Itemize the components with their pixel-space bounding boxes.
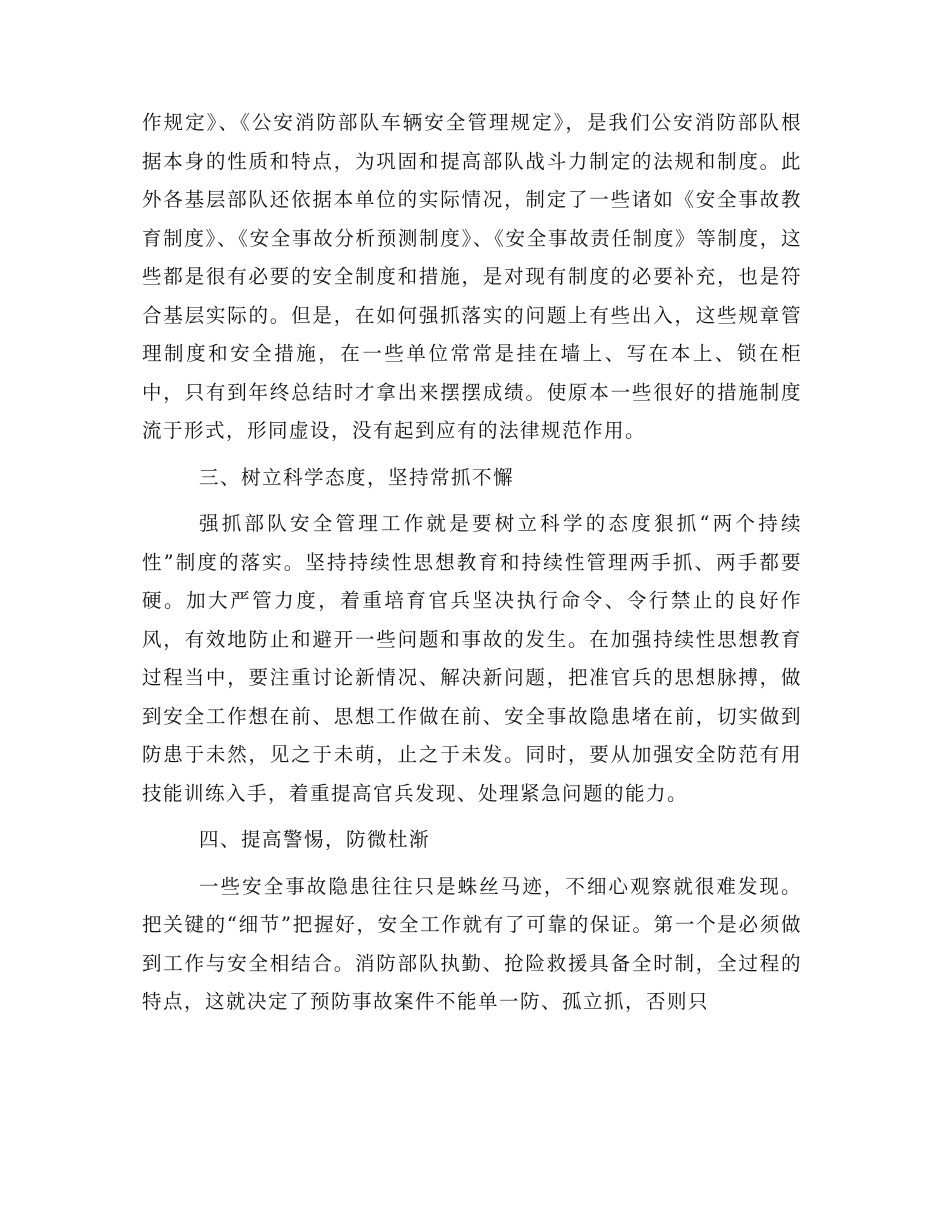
paragraph-gap: [142, 451, 802, 459]
paragraph-gap: [142, 813, 802, 821]
document-body: [142, 104, 802, 1022]
paragraph-regulations: 作规定》、《公安消防部队车辆安全管理规定》，是我们公安消防部队根据本身的性质和特点，为巩固和提高部队战斗力制定的法规和制度。此外各基层部队还依据本单位的实际情况，制定了一些诸如《安全事故教育制度》、《安全事故分析预测制度》、《安全事故责任制度》等制度，这些都是很有必要的安全制度和措施，是对现有制度的必要补充，也是符合基层实际的。但是，在如何强抓落实的问题上有些出入，这些规章管理制度和安全措施，在一些单位常常是挂在墙上、写在本上、锁在柜中，只有到年终总结时才拿出来摆摆成绩。使原本一些很好的措施制度流于形式，形同虚设，没有起到应有的法律规范作用。: [142, 111, 802, 442]
section-heading-3: 三、树立科学态度，坚持常抓不懈: [199, 465, 515, 489]
section-heading-4: 四、提高警惕，防微杜渐: [199, 828, 431, 851]
paragraph-scientific-attitude: 强抓部队安全管理工作就是要树立科学的态度狠抓“两个持续性”制度的落实。坚持持续性思想教育和持续性管理两手抓、两手都要硬。加大严管力度，着重培育官兵坚决执行命令、令行禁止的良好作风，有效地防止和避开一些问题和事故的发生。在加强持续性思想教育过程当中，要注重讨论新情况、解决新问题，把准官兵的思想脉搏，做到安全工作想在前、思想工作做在前、安全事故隐患堵在前，切实做到防患于未然，见之于未萌，止之于未发。同时，要从加强安全防范有用技能训练入手，着重提高官兵发现、处理紧急问题的能力。: [142, 512, 802, 805]
paragraph-gap: [142, 860, 802, 868]
paragraph-vigilance: 一些安全事故隐患往往只是蛛丝马迹，不细心观察就很难发现。把关键的“细节”把握好，安全工作就有了可靠的保证。第一个是必须做到工作与安全相结合。消防部队执勤、抢险救援具备全时制，全过程的特点，这就决定了预防事故案件不能单一防、孤立抓，否则只: [142, 874, 802, 1013]
paragraph-gap: [142, 497, 802, 505]
